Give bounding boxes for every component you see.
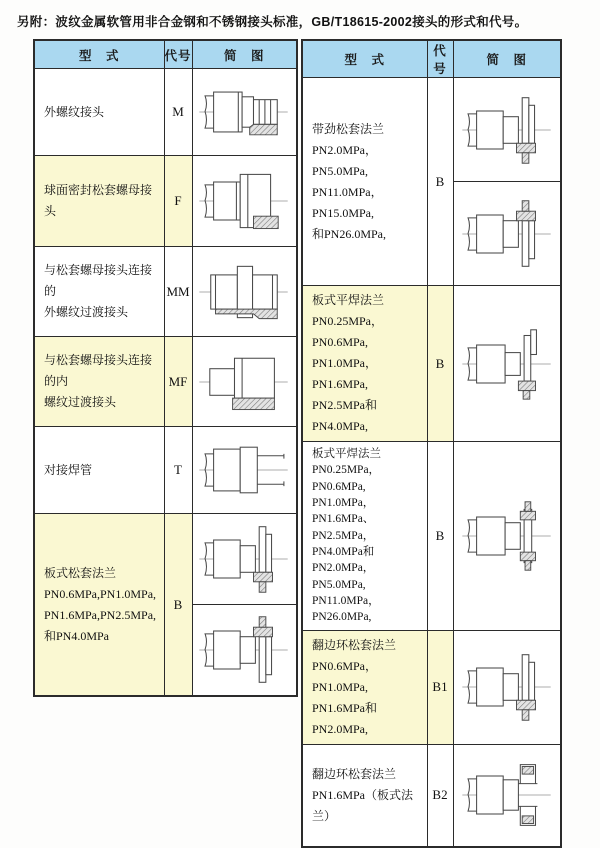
type-cell: 与松套螺母接头连接的内 螺纹过渡接头 — [34, 337, 164, 427]
fitting-table-right — [301, 39, 562, 848]
code-cell: B1 — [427, 630, 453, 744]
table-row — [34, 156, 297, 247]
code-cell: B2 — [427, 744, 453, 847]
table-row — [34, 427, 297, 514]
diagram-cell — [192, 156, 297, 247]
table-row — [34, 247, 297, 337]
fitting-diagram — [193, 163, 297, 239]
diagram-cell — [453, 78, 561, 286]
table-row — [34, 337, 297, 427]
code-cell: MF — [164, 337, 192, 427]
type-cell: 板式松套法兰 PN0.6MPa,PN1.0MPa, PN1.6MPa,PN2.5MPa, 和PN4.0MPa — [34, 514, 164, 697]
fitting-diagram — [193, 604, 297, 695]
code-cell: B — [427, 78, 453, 286]
code-cell: T — [164, 427, 192, 514]
header-row — [302, 40, 561, 78]
fitting-diagram — [193, 74, 297, 150]
code-cell: M — [164, 69, 192, 156]
fitting-diagram — [193, 514, 297, 604]
diagram-cell — [453, 442, 561, 631]
header-code: 代号 — [164, 40, 192, 69]
table-row — [302, 744, 561, 847]
code-cell: B — [427, 286, 453, 442]
fitting-diagram — [454, 649, 561, 725]
header-diagram: 简 图 — [192, 40, 297, 69]
intro-text: 另附：波纹金属软管用非合金钢和不锈钢接头标准，GB/T18615-2002接头的形式和代号。 — [17, 15, 528, 29]
fitting-diagram — [454, 326, 561, 402]
diagram-cell — [453, 744, 561, 847]
table-row — [302, 442, 561, 631]
type-cell: 板式平焊法兰 PN0.25MPa，PN0.6MPa, PN1.0MPa，PN1.6MPa, PN2.5MPa和PN4.0MPa, — [302, 286, 427, 442]
header-type: 型 式 — [34, 40, 164, 69]
type-cell: 外螺纹接头 — [34, 69, 164, 156]
fitting-diagram — [454, 78, 561, 181]
fitting-diagram — [454, 181, 561, 285]
diagram-cell — [192, 69, 297, 156]
table-row — [34, 514, 297, 697]
diagram-cell — [192, 514, 297, 697]
header-row — [34, 40, 297, 69]
code-cell: B — [164, 514, 192, 697]
type-cell: 对接焊管 — [34, 427, 164, 514]
table-row — [34, 69, 297, 156]
fitting-diagram — [454, 498, 561, 574]
header-code: 代号 — [427, 40, 453, 78]
table-row — [302, 78, 561, 286]
code-cell: MM — [164, 247, 192, 337]
code-cell: F — [164, 156, 192, 247]
code-cell: B — [427, 442, 453, 631]
diagram-cell — [453, 630, 561, 744]
diagram-cell — [192, 337, 297, 427]
type-cell: 球面密封松套螺母接头 — [34, 156, 164, 247]
fitting-table-left — [33, 39, 298, 697]
diagram-cell — [453, 286, 561, 442]
diagram-cell — [192, 427, 297, 514]
type-cell: 翻边环松套法兰 PN0.6MPa，PN1.0MPa, PN1.6MPa和PN2.0MPa, — [302, 630, 427, 744]
type-cell: 带劲松套法兰 PN2.0MPa，PN5.0MPa, PN11.0MPa，PN15.0MPa, 和PN26.0MPa, — [302, 78, 427, 286]
header-diagram: 简 图 — [453, 40, 561, 78]
fitting-diagram — [193, 344, 297, 420]
type-cell: 与松套螺母接头连接的 外螺纹过渡接头 — [34, 247, 164, 337]
table-row — [302, 630, 561, 744]
type-cell: 板式平焊法兰 PN0.25MPa，PN0.6MPa, PN1.0MPa，PN1.6MPa、 PN2.5MPa，PN4.0MPa和 PN2.0MPa，PN5.0MPa, PN11.0MPa，PN26.0MPa, — [302, 442, 427, 631]
table-row — [302, 286, 561, 442]
diagram-cell — [192, 247, 297, 337]
fitting-diagram — [193, 432, 297, 508]
fitting-diagram — [454, 757, 561, 833]
type-cell: 翻边环松套法兰 PN1.6MPa（板式法兰） — [302, 744, 427, 847]
fitting-diagram — [193, 254, 297, 330]
header-type: 型 式 — [302, 40, 427, 78]
